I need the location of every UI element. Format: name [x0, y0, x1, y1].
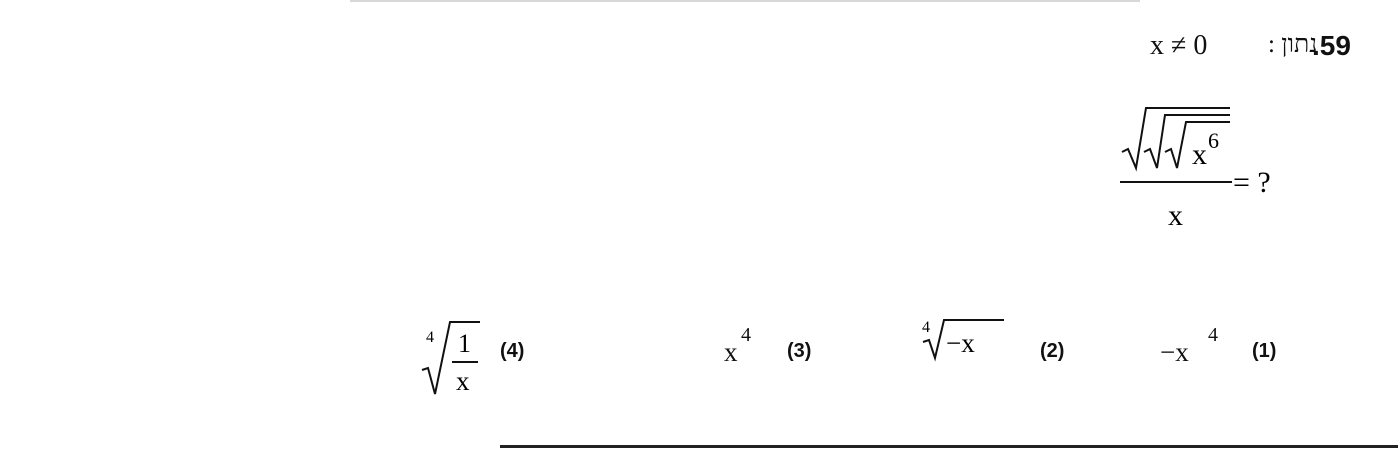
option-4-fourth-root-fraction — [418, 318, 488, 400]
top-border-line — [350, 0, 1140, 2]
nested-radical-fraction — [1120, 100, 1310, 235]
option-4-root-index: 4 — [426, 329, 434, 346]
question-number: .59 — [1312, 30, 1351, 61]
option-2-radicand: −x — [946, 328, 975, 358]
option-1-label: (1) — [1252, 340, 1277, 362]
option-2-label: (2) — [1040, 340, 1065, 362]
radicand-exponent: 6 — [1208, 128, 1219, 153]
option-3-label: (3) — [787, 340, 812, 362]
given-label: נתון : — [1268, 31, 1318, 58]
option-2-root-index: 4 — [922, 319, 930, 336]
option-1-exponent: 4 — [1208, 324, 1218, 346]
fraction-denominator: x — [1168, 199, 1183, 232]
radicand-base: x — [1192, 138, 1207, 171]
option-1-base: −x — [1160, 337, 1189, 367]
equals-question: = ? — [1233, 166, 1271, 199]
option-4-denominator: x — [456, 366, 470, 396]
option-3-base: x — [724, 337, 738, 367]
option-4-label: (4) — [500, 340, 525, 362]
given-condition: x ≠ 0 — [1150, 30, 1208, 61]
bottom-border-line — [500, 445, 1398, 448]
option-2-fourth-root — [920, 316, 1020, 366]
option-3-exponent: 4 — [741, 324, 751, 346]
option-4-numerator: 1 — [458, 329, 471, 358]
